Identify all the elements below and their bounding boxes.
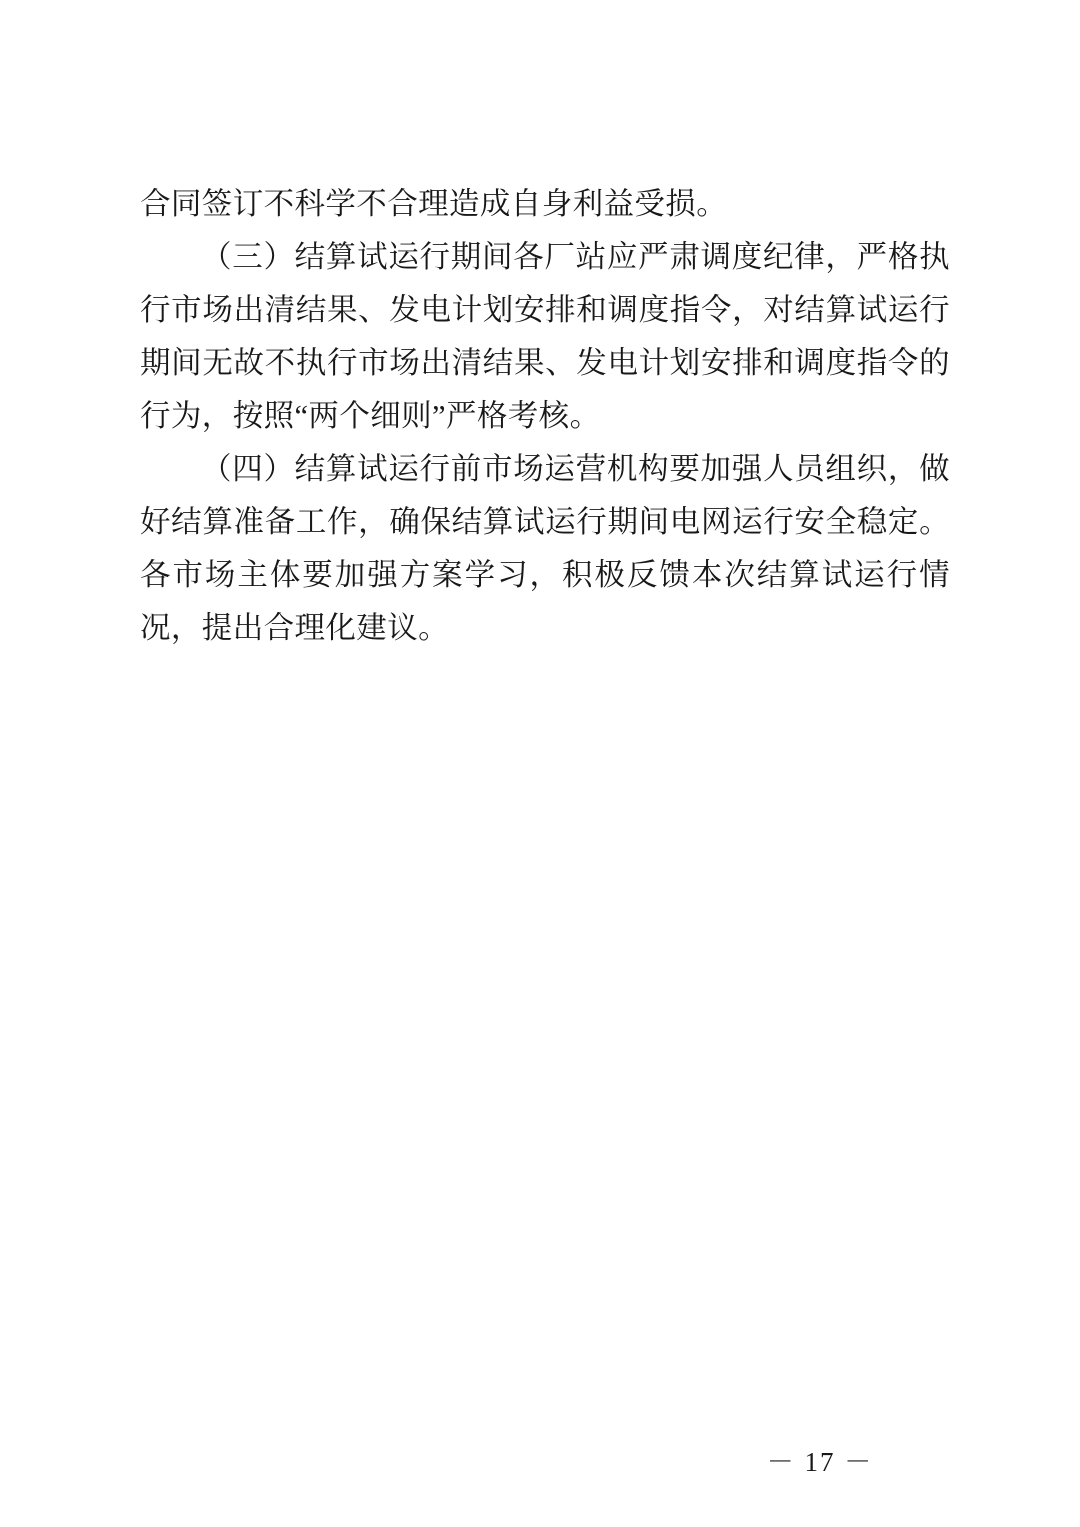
paragraph-item-three: （三）结算试运行期间各厂站应严肃调度纪律，严格执行市场出清结果、发电计划安排和调度指令，对结算试运行期间无故不执行市场出清结果、发电计划安排和调度指令的行为，按照“两个细则”严格考核。 bbox=[140, 240, 950, 433]
paragraph-continuation: 合同签订不科学不合理造成自身利益受损。 bbox=[140, 187, 728, 221]
document-body bbox=[140, 178, 950, 655]
page-number-label: － 17 － bbox=[766, 1447, 874, 1477]
page-footer bbox=[0, 1440, 1080, 1479]
paragraph-item-four: （四）结算试运行前市场运营机构要加强人员组织，做好结算准备工作，确保结算试运行期间电网运行安全稳定。各市场主体要加强方案学习，积极反馈本次结算试运行情况，提出合理化建议。 bbox=[140, 452, 950, 645]
